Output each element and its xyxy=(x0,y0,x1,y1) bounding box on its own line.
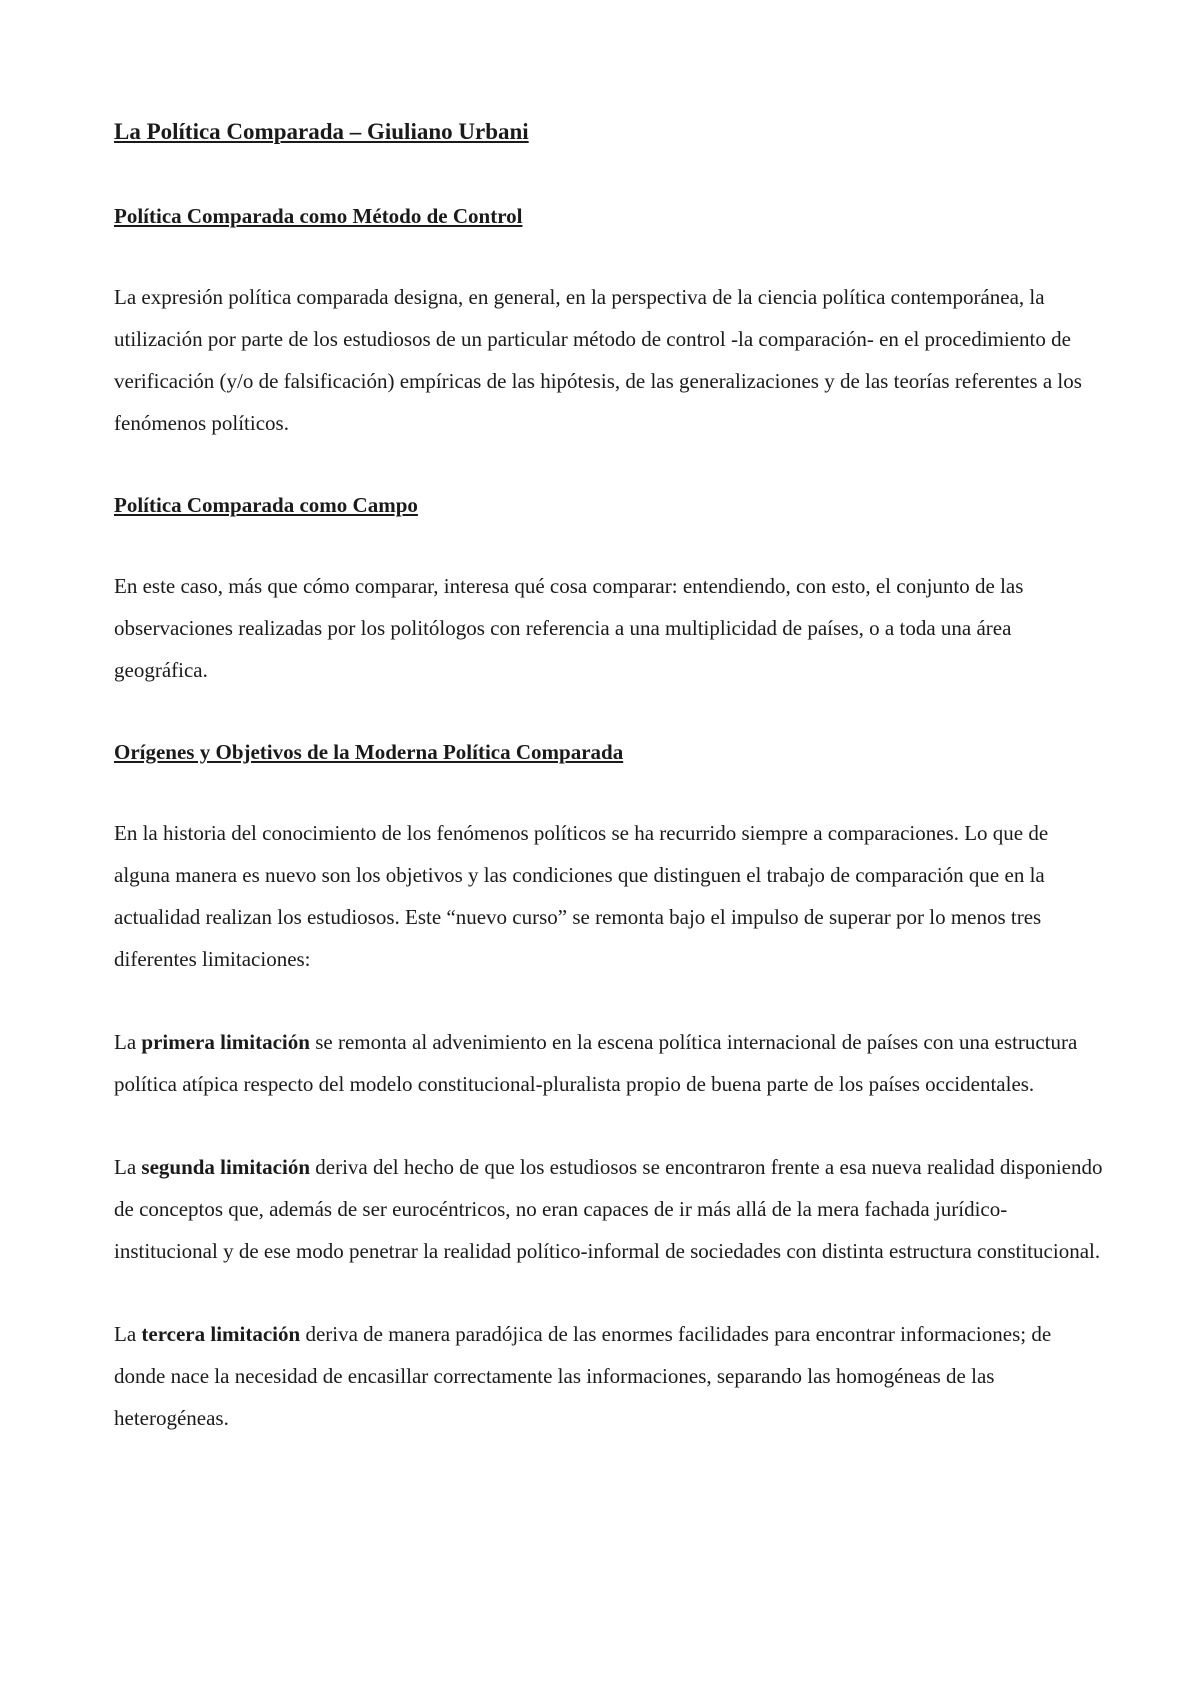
limitation-term: segunda limitación xyxy=(141,1155,311,1179)
limitation-prefix: La xyxy=(114,1322,142,1346)
limitation-term: primera limitación xyxy=(141,1030,310,1054)
document-page xyxy=(114,112,1104,1439)
section-heading-campo: Política Comparada como Campo xyxy=(114,493,418,517)
paragraph-metodo-control: La expresión política comparada designa, en general, en la perspectiva de la ciencia política contemporánea, la utilización por parte de los estudiosos de un particular método de control -la comparación- en el procedimiento de verificación (y/o de falsificación) empíricas de las hipótesis, de las generalizaciones y de las teorías referentes a los fenómenos políticos. xyxy=(114,285,1082,435)
paragraph-primera-limitacion xyxy=(114,1021,1104,1105)
limitation-text: deriva del hecho de que los estudiosos se encontraron frente a esa nueva realidad disponiendo de conceptos que, además de ser eurocéntricos, no eran capaces de ir más allá de la mera fachada jurídico-institucional y de ese modo penetrar la realidad político-informal de sociedades con distinta estructura constitucional. xyxy=(114,1155,1103,1263)
limitation-term: tercera limitación xyxy=(141,1322,301,1346)
paragraph-tercera-limitacion xyxy=(114,1313,1104,1439)
section-heading-origenes: Orígenes y Objetivos de la Moderna Política Comparada xyxy=(114,740,624,764)
paragraph-segunda-limitacion xyxy=(114,1146,1104,1272)
document-title: La Política Comparada – Giuliano Urbani xyxy=(114,119,529,144)
section-heading-metodo-control: Política Comparada como Método de Control xyxy=(114,204,523,228)
paragraph-campo: En este caso, más que cómo comparar, interesa qué cosa comparar: entendiendo, con esto, el conjunto de las observaciones realizadas por los politólogos con referencia a una multiplicidad de países, o a toda una área geográfica. xyxy=(114,574,1024,682)
paragraph-origenes: En la historia del conocimiento de los fenómenos políticos se ha recurrido siempre a comparaciones. Lo que de alguna manera es nuevo son los objetivos y las condiciones que distinguen el trabajo de comparación que en la actualidad realizan los estudiosos. Este “nuevo curso” se remonta bajo el impulso de superar por lo menos tres diferentes limitaciones: xyxy=(114,821,1049,971)
limitation-text: se remonta al advenimiento en la escena política internacional de países con una estructura política atípica respecto del modelo constitucional-pluralista propio de buena parte de los países occidentales. xyxy=(114,1030,1078,1096)
limitation-text: deriva de manera paradójica de las enormes facilidades para encontrar informaciones; de donde nace la necesidad de encasillar correctamente las informaciones, separando las homogéneas de las heterogéneas. xyxy=(114,1322,1052,1430)
limitation-prefix: La xyxy=(114,1030,142,1054)
limitation-prefix: La xyxy=(114,1155,142,1179)
